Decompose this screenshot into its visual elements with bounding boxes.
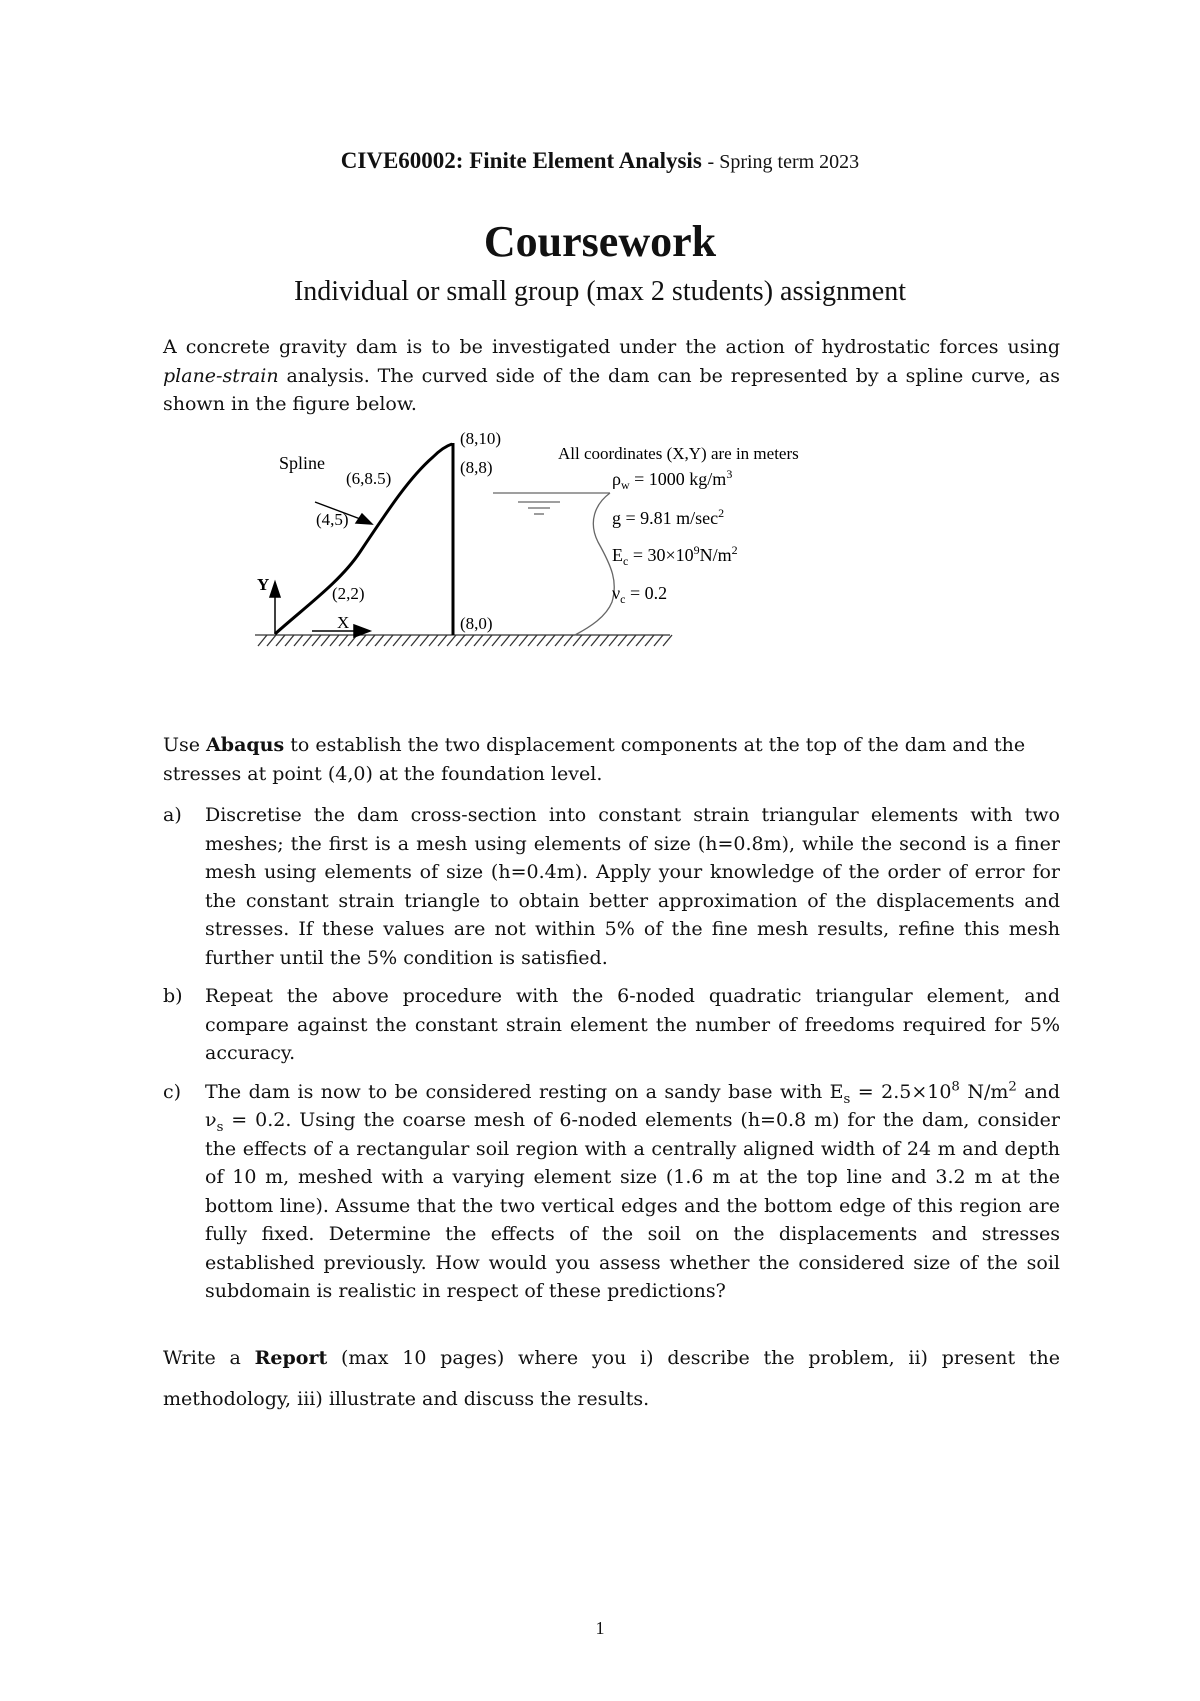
hatch-mark — [276, 635, 285, 646]
abaqus-bold: Abaqus — [206, 734, 285, 756]
task-item-b — [163, 982, 1060, 1068]
task-text-b: Repeat the above procedure with the 6-noded quadratic triangular element, and compare against the constant strain element the number of freedoms required for 5% accuracy. — [205, 985, 1060, 1064]
axis-x-label: X — [337, 613, 350, 632]
task-item-c — [163, 1078, 1060, 1306]
hatch-mark — [258, 635, 267, 646]
hatch-mark — [429, 635, 438, 646]
task-label-c: c) — [163, 1080, 182, 1103]
hatch-mark — [510, 635, 519, 646]
task-label-b: b) — [163, 985, 183, 1007]
param-ec: $E_c = 30\times 10^9N/m^2$ — [612, 543, 738, 568]
point-label-6-85: (6,8.5) — [346, 469, 392, 488]
hatch-mark — [636, 635, 645, 646]
page-subtitle: Individual or small group (max 2 students) assignment — [293, 276, 907, 307]
coordinates-note: All coordinates (X,Y) are in meters — [558, 444, 799, 463]
point-label-8-8: (8,8) — [460, 458, 493, 477]
hatch-mark — [654, 635, 663, 646]
hatch-mark — [582, 635, 591, 646]
hatch-mark — [330, 635, 339, 646]
instruction-text-1: Use — [163, 734, 207, 756]
report-text-1: Write a — [163, 1347, 255, 1369]
course-code: CIVE60002: Finite Element Analysis — [340, 148, 702, 173]
hatch-mark — [285, 635, 294, 646]
hatch-mark — [537, 635, 546, 646]
hatch-mark — [339, 635, 348, 646]
hatch-mark — [627, 635, 636, 646]
hatch-mark — [483, 635, 492, 646]
spline-label: Spline — [279, 453, 326, 473]
task-text-c-rest: Using the coarse mesh of 6-noded elements (h=0.8 m) for the dam, consider the effects of a rectangular soil region with a centrally aligned width of 24 m and depth of 10 m, meshed with a varying element size (1.6 m at the top line and 3.2 m at the bottom line). Assume that the two vertical edges and the bottom edge of this region are fully fixed. Determine the effects of the soil on the displacements and stresses established previously. How would you assess whether the considered size of the soil subdomain is realistic in respect of these predictions? — [205, 1109, 1060, 1302]
water-body — [493, 493, 614, 635]
hatch-mark — [294, 635, 303, 646]
hatch-mark — [465, 635, 474, 646]
hatch-mark — [366, 635, 375, 646]
hatch-mark — [564, 635, 573, 646]
point-label-4-5: (4,5) — [316, 510, 349, 529]
hatch-mark — [492, 635, 501, 646]
intro-text-1: A concrete gravity dam is to be investigated under the action of hydrostatic forces using — [163, 336, 1060, 358]
hatch-mark — [555, 635, 564, 646]
hatch-mark — [267, 635, 276, 646]
param-rho-w: $\rho_w = 1000$ $kg/m^3$ — [612, 467, 733, 492]
task-text-a: Discretise the dam cross-section into constant strain triangular elements with two meshes; the first is a mesh using elements of size (h=0.8m), while the second is a finer mesh using elements of size (h=0.4m). Apply your knowledge of the order of error for the constant strain triangle to obtain better approximation of the displacements and stresses. If these values are not within 5% of the fine mesh results, refine this mesh further until the 5% condition is satisfied. — [205, 804, 1060, 969]
hatch-mark — [600, 635, 609, 646]
hatch-mark — [663, 635, 672, 646]
hatch-mark — [438, 635, 447, 646]
hatch-mark — [618, 635, 627, 646]
task-label-a: a) — [163, 804, 182, 826]
hatch-mark — [303, 635, 312, 646]
hatch-mark — [474, 635, 483, 646]
point-label-2-2: (2,2) — [332, 584, 365, 603]
page-title: Coursework — [483, 217, 717, 266]
instruction-paragraph — [163, 731, 1060, 788]
hatch-mark — [591, 635, 600, 646]
task-text-c-lead: The dam is now to be considered resting on a sandy base with $E_s = 2.5\times 10^8$ $N/m^2$ and $\nu_s = 0.2$. — [205, 1079, 1060, 1135]
course-header — [0, 148, 1200, 174]
hatch-mark — [519, 635, 528, 646]
hatch-mark — [456, 635, 465, 646]
intro-paragraph — [163, 333, 1060, 419]
page-number: 1 — [595, 1618, 605, 1638]
task-item-a — [163, 801, 1060, 972]
hatch-mark — [609, 635, 618, 646]
dam-figure — [250, 432, 930, 702]
intro-emphasis: plane-strain — [163, 364, 279, 387]
hatch-mark — [375, 635, 384, 646]
hatch-mark — [411, 635, 420, 646]
param-nu-c: $\nu_c = 0.2$ — [612, 583, 668, 606]
report-text-2: (max 10 pages) where you i) describe the problem, ii) present the methodology, iii) illustrate and discuss the results. — [163, 1347, 1060, 1410]
report-paragraph — [163, 1338, 1060, 1420]
hatch-mark — [384, 635, 393, 646]
hatch-mark — [447, 635, 456, 646]
hatch-mark — [573, 635, 582, 646]
hatch-mark — [321, 635, 330, 646]
axis-y-label: Y — [257, 575, 270, 594]
ground-hatch — [255, 635, 672, 646]
point-label-8-10: (8,10) — [460, 432, 502, 448]
point-label-8-0: (8,0) — [460, 614, 493, 633]
hatch-mark — [546, 635, 555, 646]
instruction-text-2: to establish the two displacement components at the top of the dam and the stresses at point (4,0) at the foundation level. — [163, 734, 1026, 785]
term-label: - Spring term 2023 — [707, 151, 860, 173]
hatch-mark — [393, 635, 402, 646]
task-list — [163, 801, 1060, 1316]
hatch-mark — [402, 635, 411, 646]
hatch-mark — [645, 635, 654, 646]
intro-text-2: analysis. The curved side of the dam can be represented by a spline curve, as shown in the figure below. — [163, 364, 1060, 415]
report-bold: Report — [254, 1347, 328, 1369]
hatch-mark — [312, 635, 321, 646]
hatch-mark — [420, 635, 429, 646]
param-g: g = 9.81 $m/\sec^2$ — [612, 506, 725, 528]
hatch-mark — [528, 635, 537, 646]
hatch-mark — [501, 635, 510, 646]
hatch-mark — [357, 635, 366, 646]
